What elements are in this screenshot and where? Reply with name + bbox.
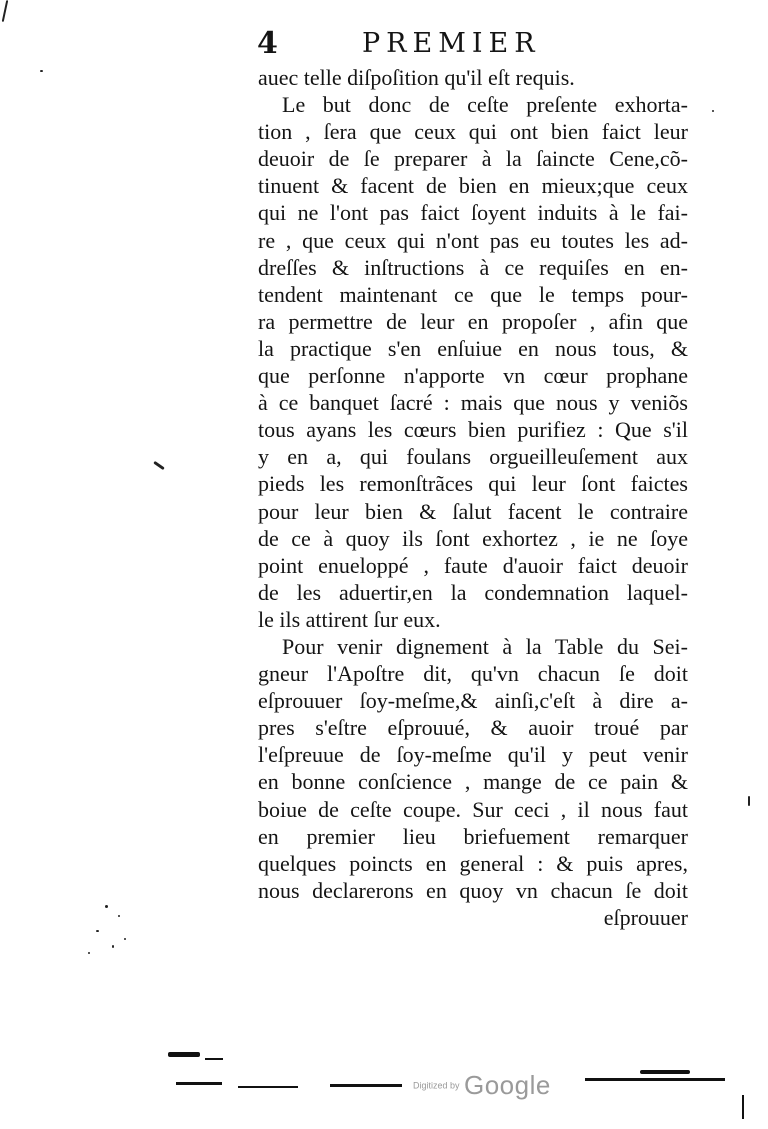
page-number: 4 xyxy=(257,26,278,61)
text-line: dreſſes & inſtructions à ce requiſes en en- xyxy=(258,254,688,280)
text-line: à ce banquet ſacré : mais que nous y veniõs xyxy=(258,390,688,416)
text-line: tous ayans les cœurs bien purifiez : Que s'il xyxy=(258,417,688,443)
text-line: pieds les remonſtrãces qui leur ſont faictes xyxy=(258,471,688,497)
text-line: la practique s'en enſuiue en nous tous, & xyxy=(258,335,688,361)
text-line: en bonne conſcience , mange de ce pain & xyxy=(258,769,688,795)
watermark-prefix: Digitized by xyxy=(413,1080,460,1091)
bleed-through-mark xyxy=(176,1082,222,1085)
bleed-through-mark xyxy=(238,1086,298,1088)
bleed-through-mark xyxy=(742,1095,744,1119)
digitized-by-google-watermark xyxy=(413,1070,551,1101)
text-line: deuoir de ſe preparer à la ſaincte Cene,cõ- xyxy=(258,146,688,172)
bleed-through-mark xyxy=(585,1078,725,1081)
text-line: de les aduertir,en la condemnation laquel- xyxy=(258,579,688,605)
text-line: gneur l'Apoſtre dit, qu'vn chacun ſe doit xyxy=(258,661,688,687)
bleed-through-mark xyxy=(205,1058,223,1060)
text-line: en premier lieu briefuement remarquer xyxy=(258,823,688,849)
text-line: de ce à quoy ils ſont exhortez , ie ne ſoye xyxy=(258,525,688,551)
text-line: l'eſpreuue de ſoy-meſme qu'il y peut venir xyxy=(258,742,688,768)
text-line: le ils attirent ſur eux. xyxy=(258,606,441,632)
running-title: PREMIER xyxy=(362,28,541,59)
paragraph-first-line: Pour venir dignement à la Table du Sei- xyxy=(282,633,688,659)
text-line: quelques poincts en general : & puis apres, xyxy=(258,850,688,876)
text-line: tion , ſera que ceux qui ont bien faict leur xyxy=(258,119,688,145)
text-line: eſprouuer ſoy-meſme,& ainſi,c'eſt à dire a- xyxy=(258,688,688,714)
scan-speck xyxy=(112,945,114,948)
text-line: tendent maintenant ce que le temps pour- xyxy=(258,281,688,307)
text-line: boiue de ceſte coupe. Sur ceci , il nous faut xyxy=(258,796,688,822)
text-line: ra permettre de leur en propoſer , afin que xyxy=(258,308,688,334)
paragraph-first-line: Le but donc de ceſte preſente exhorta- xyxy=(282,92,688,118)
bleed-through-mark xyxy=(640,1070,690,1074)
scan-speck xyxy=(748,796,750,806)
text-line: tinuent & facent de bien en mieux;que ceux xyxy=(258,173,688,199)
text-line: pour leur bien & ſalut facent le contraire xyxy=(258,498,688,524)
scan-speck xyxy=(88,952,90,954)
google-logo-text: Google xyxy=(463,1070,551,1100)
scan-mark-top-left xyxy=(2,0,9,22)
page-header xyxy=(257,24,687,64)
scan-speck xyxy=(96,930,99,932)
scan-speck xyxy=(118,915,120,917)
text-line: point enueloppé , faute d'auoir faict deuoir xyxy=(258,552,688,578)
text-line: auec telle diſpoſition qu'il eſt requis. xyxy=(258,65,575,90)
text-line: pres s'eſtre eſprouué, & auoir troué par xyxy=(258,715,688,741)
scan-speck xyxy=(153,461,165,470)
text-line: y en a, qui foulans orgueilleuſement aux xyxy=(258,444,688,470)
text-line: qui ne l'ont pas faict ſoyent induits à le fai- xyxy=(258,200,688,226)
body-text xyxy=(258,64,688,931)
scan-speck xyxy=(712,110,714,112)
scan-speck xyxy=(105,905,108,908)
scan-speck xyxy=(124,938,126,940)
scan-speck xyxy=(40,70,43,72)
catchword: eſprouuer xyxy=(603,904,688,930)
text-line: que perſonne n'apporte vn cœur prophane xyxy=(258,363,688,389)
text-line: nous declarerons en quoy vn chacun ſe doit xyxy=(258,877,688,903)
bleed-through-mark xyxy=(168,1052,200,1057)
bleed-through-mark xyxy=(330,1084,402,1087)
text-line: re , que ceux qui n'ont pas eu toutes les ad- xyxy=(258,227,688,253)
